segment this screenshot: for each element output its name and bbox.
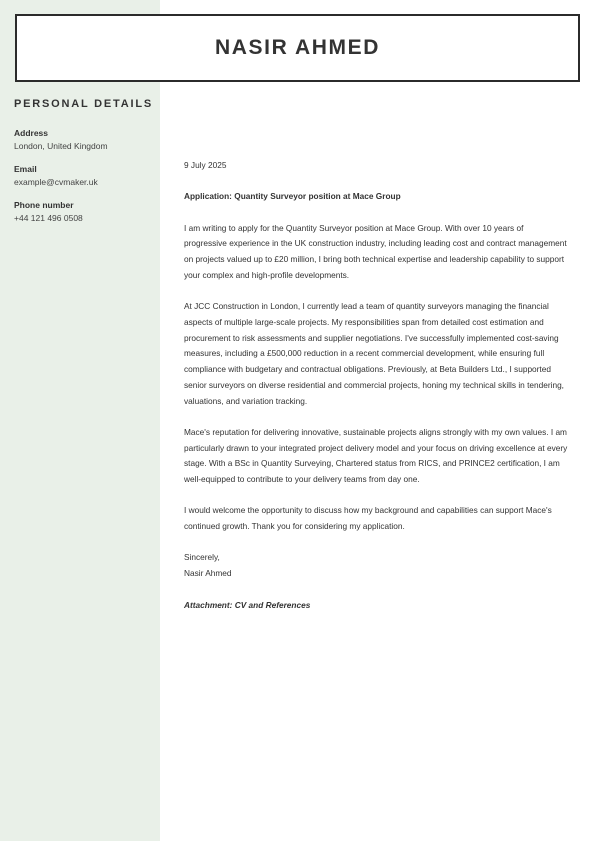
detail-email-label: Email [14,164,37,174]
letter-attachment: Attachment: CV and References [184,599,311,610]
cover-letter-body [184,158,568,629]
letter-paragraph: I would welcome the opportunity to discuss how my background and capabilities can support Mace's continued growth. Thank you for considering my application. [184,505,552,532]
candidate-name: NASIR AHMED [215,36,380,59]
personal-details-section [14,98,154,235]
letter-subject: Application: Quantity Surveyor position at Mace Group [184,191,401,202]
detail-phone [14,199,154,225]
detail-phone-label: Phone number [14,200,74,210]
letter-signature: Nasir Ahmed [184,568,232,579]
letter-paragraph: At JCC Construction in London, I currently lead a team of quantity surveyors managing the financial aspects of multiple large-scale projects. My responsibilities span from detailed cost estimation and procurement to risk assessments and supplier negotiations. I've successfully implemented cost-saving measures, including a £500,000 reduction in a recent commercial development, while ensuring full compliance with budgetary and contractual obligations. Previously, at Beta Builders Ltd., I supported senior surveyors on diverse residential and commercial projects, honing my technical skills in tendering, valuations, and variation tracking. [184,301,564,406]
detail-address-value: London, United Kingdom [14,141,108,151]
detail-email-value: example@cvmaker.uk [14,177,98,187]
detail-phone-value: +44 121 496 0508 [14,213,83,223]
personal-details-heading: PERSONAL DETAILS [14,98,154,110]
detail-address-label: Address [14,128,49,138]
detail-email [14,163,154,189]
letter-date: 9 July 2025 [184,160,227,170]
name-header-box [15,14,580,82]
letter-signoff [184,550,568,581]
detail-address [14,127,154,153]
letter-closing: Sincerely, [184,552,220,563]
letter-paragraph: Mace's reputation for delivering innovative, sustainable projects aligns strongly with my own values. I am particularly drawn to your integrated project delivery model and your focus on driving excellence at every stage. With a BSc in Quantity Surveying, Chartered status from RICS, and PRINCE2 certification, I am well-equipped to contribute to your delivery teams from day one. [184,426,568,484]
letter-paragraph: I am writing to apply for the Quantity Surveyor position at Mace Group. With over 10 years of progressive experience in the UK construction industry, including leading cost and contract management on projects valued up to £20 million, I bring both technical expertise and leadership capability to support your complex and high-profile developments. [184,222,567,280]
